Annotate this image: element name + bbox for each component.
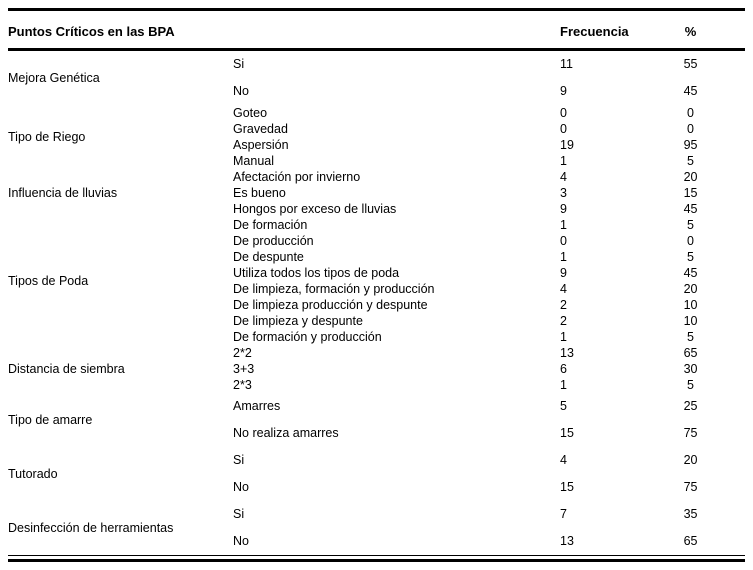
item-cell: Hongos por exceso de lluvias <box>233 201 397 216</box>
percent-cell: 5 <box>687 329 694 344</box>
frequency-cell: 9 <box>560 265 567 280</box>
category-cell: Influencia de lluvias <box>8 185 118 200</box>
percent-cell: 95 <box>683 137 698 152</box>
item-cell: Goteo <box>233 105 268 120</box>
item-cell: Si <box>233 57 245 71</box>
percent-cell: 75 <box>683 426 698 440</box>
frequency-cell: 2 <box>560 297 567 312</box>
item-cell: 2*3 <box>233 377 252 392</box>
frequency-cell: 5 <box>560 399 567 413</box>
frequency-cell: 11 <box>560 57 573 71</box>
frequency-cell: 4 <box>560 169 567 184</box>
frequency-cell: 2 <box>560 313 567 328</box>
table-row <box>8 501 745 528</box>
percent-cell: 0 <box>687 105 694 120</box>
category-cell: Mejora Genética <box>8 70 100 85</box>
percent-cell: 25 <box>683 399 698 413</box>
percent-cell: 0 <box>687 233 694 248</box>
item-cell: Amarres <box>233 399 281 413</box>
header-percent: % <box>660 10 745 50</box>
frequency-cell: 15 <box>560 480 574 494</box>
frequency-cell: 0 <box>560 105 567 120</box>
item-cell: De limpieza producción y despunte <box>233 297 428 312</box>
frequency-cell: 13 <box>560 534 574 548</box>
percent-cell: 5 <box>687 153 694 168</box>
bpa-critical-points-table <box>8 8 745 556</box>
table-head <box>8 10 745 50</box>
frequency-cell: 1 <box>560 377 567 392</box>
table-row <box>8 50 745 79</box>
frequency-cell: 3 <box>560 185 567 200</box>
item-cell: Manual <box>233 153 274 168</box>
percent-cell: 5 <box>687 249 694 264</box>
frequency-cell: 6 <box>560 361 567 376</box>
item-cell: De limpieza y despunte <box>233 313 363 328</box>
table-row <box>8 217 745 233</box>
category-cell: Tutorado <box>8 466 58 481</box>
item-cell: De limpieza, formación y producción <box>233 281 435 296</box>
item-cell: De producción <box>233 233 314 248</box>
percent-cell: 20 <box>683 169 698 184</box>
item-cell: De formación <box>233 217 308 232</box>
item-cell: Si <box>233 453 245 467</box>
category-cell: Tipo de amarre <box>8 412 93 427</box>
frequency-cell: 19 <box>560 137 574 152</box>
table-row <box>8 169 745 185</box>
percent-cell: 35 <box>683 507 698 521</box>
item-cell: Utiliza todos los tipos de poda <box>233 265 400 280</box>
percent-cell: 55 <box>683 57 698 71</box>
frequency-cell: 4 <box>560 453 567 467</box>
frequency-cell: 7 <box>560 507 567 521</box>
percent-cell: 5 <box>687 217 694 232</box>
frequency-cell: 0 <box>560 121 567 136</box>
item-cell: No realiza amarres <box>233 426 339 440</box>
frequency-cell: 15 <box>560 426 574 440</box>
percent-cell: 10 <box>683 313 698 328</box>
percent-cell: 65 <box>683 345 698 360</box>
percent-cell: 5 <box>687 377 694 392</box>
category-cell: Distancia de siembra <box>8 361 125 376</box>
table-row <box>8 105 745 121</box>
header-row <box>8 10 745 50</box>
frequency-cell: 9 <box>560 201 567 216</box>
percent-cell: 0 <box>687 121 694 136</box>
table-bottom-rule <box>8 559 745 562</box>
item-cell: 2*2 <box>233 345 252 360</box>
percent-cell: 10 <box>683 297 698 312</box>
frequency-cell: 1 <box>560 153 567 168</box>
frequency-cell: 1 <box>560 217 567 232</box>
frequency-cell: 9 <box>560 84 567 98</box>
percent-cell: 45 <box>683 84 698 98</box>
table-row <box>8 345 745 361</box>
category-cell: Tipo de Riego <box>8 129 86 144</box>
table-row <box>8 393 745 420</box>
percent-cell: 30 <box>683 361 698 376</box>
item-cell: De formación y producción <box>233 329 382 344</box>
item-cell: Si <box>233 507 245 521</box>
percent-cell: 65 <box>683 534 698 548</box>
percent-cell: 75 <box>683 480 698 494</box>
item-cell: 3+3 <box>233 361 255 376</box>
table-row <box>8 447 745 474</box>
table-body <box>8 50 745 556</box>
item-cell: Aspersión <box>233 137 289 152</box>
frequency-cell: 1 <box>560 329 567 344</box>
frequency-cell: 13 <box>560 345 574 360</box>
percent-cell: 20 <box>683 281 698 296</box>
header-puntos-criticos: Puntos Críticos en las BPA <box>8 10 560 50</box>
item-cell: De despunte <box>233 249 304 264</box>
item-cell: No <box>233 480 249 494</box>
percent-cell: 45 <box>683 201 698 216</box>
item-cell: No <box>233 534 249 548</box>
item-cell: No <box>233 84 249 98</box>
header-frecuencia: Frecuencia <box>560 10 660 50</box>
item-cell: Es bueno <box>233 185 286 200</box>
percent-cell: 45 <box>683 265 698 280</box>
percent-cell: 20 <box>683 453 698 467</box>
frequency-cell: 0 <box>560 233 567 248</box>
category-cell: Tipos de Poda <box>8 273 89 288</box>
category-cell: Desinfección de herramientas <box>8 520 174 535</box>
item-cell: Afectación por invierno <box>233 169 361 184</box>
frequency-cell: 1 <box>560 249 567 264</box>
percent-cell: 15 <box>683 185 698 200</box>
item-cell: Gravedad <box>233 121 288 136</box>
frequency-cell: 4 <box>560 281 567 296</box>
